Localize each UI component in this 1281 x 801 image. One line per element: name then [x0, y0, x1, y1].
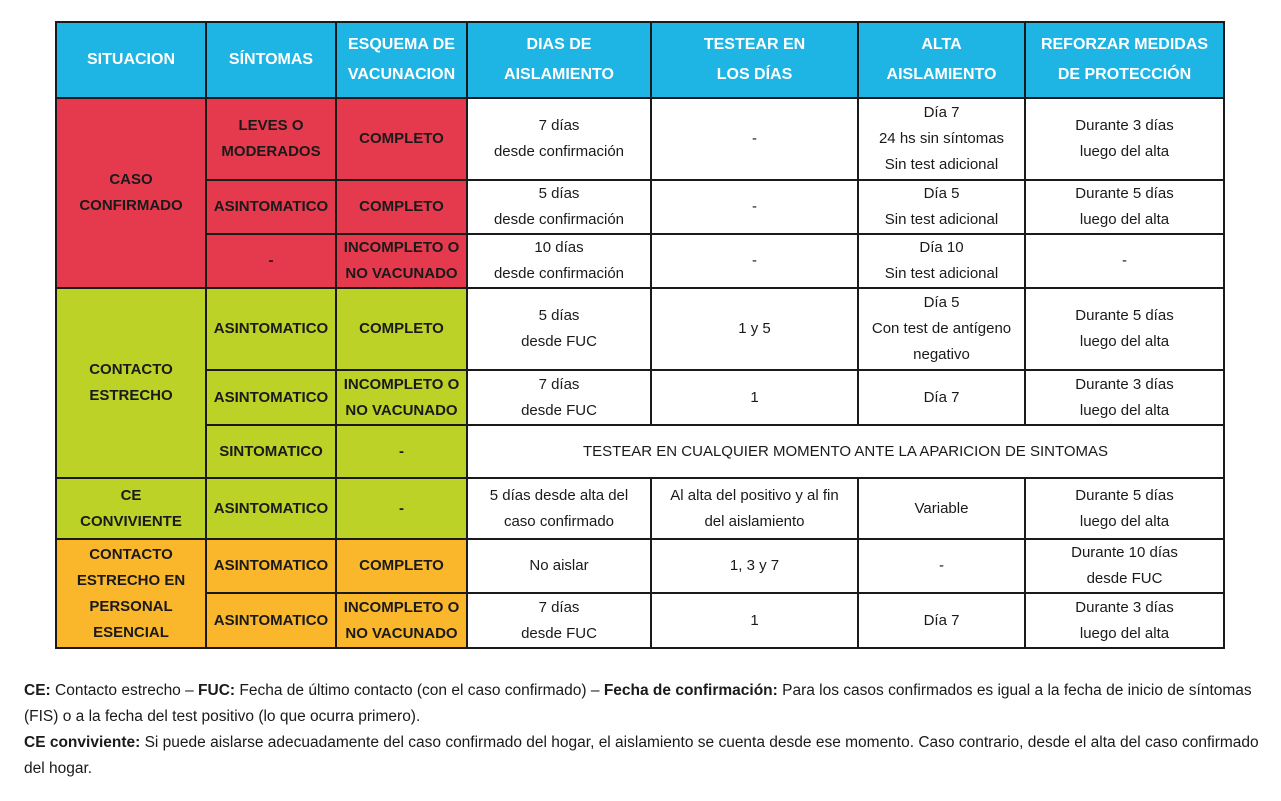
cell-esquema: -	[336, 425, 467, 478]
header-situacion: SITUACION	[56, 22, 206, 98]
cell-testear: -	[651, 98, 858, 180]
group-ce-conviviente: CE CONVIVIENTE	[56, 478, 206, 539]
cell-testear: 1, 3 y 7	[651, 539, 858, 593]
table-row	[56, 478, 1224, 539]
cell-dias: 5 días desde confirmación	[467, 180, 651, 234]
footnote-term: Fecha de confirmación:	[603, 682, 778, 699]
cell-reforzar: -	[1025, 234, 1224, 288]
cell-alta: Día 5 Con test de antígeno negativo	[858, 288, 1025, 370]
cell-sintomas: LEVES O MODERADOS	[206, 98, 336, 180]
table-row	[56, 180, 1224, 234]
header-dias-aislamiento: DIAS DE AISLAMIENTO	[467, 22, 651, 98]
cell-testear: 1	[651, 370, 858, 425]
table-row	[56, 539, 1224, 593]
cell-esquema: INCOMPLETO O NO VACUNADO	[336, 593, 467, 648]
cell-esquema: INCOMPLETO O NO VACUNADO	[336, 370, 467, 425]
cell-reforzar: Durante 3 días luego del alta	[1025, 98, 1224, 180]
cell-testear: -	[651, 180, 858, 234]
footnote-definitions: CE: Contacto estrecho – FUC: Fecha de último contacto (con el caso confirmado) – Fecha de confirmación: Para los casos confirmados es igual a la fecha de inicio de síntomas (FIS) o a la fecha del test positivo (lo que ocurra primero).	[24, 682, 1252, 725]
footnote-term: CE conviviente:	[24, 734, 141, 751]
group-personal-esencial: CONTACTO ESTRECHO EN PERSONAL ESENCIAL	[56, 539, 206, 648]
header-alta: ALTA AISLAMIENTO	[858, 22, 1025, 98]
footnote-term: CE:	[24, 682, 51, 699]
cell-sintomas: -	[206, 234, 336, 288]
header-esquema: ESQUEMA DE VACUNACION	[336, 22, 467, 98]
cell-sintomas: ASINTOMATICO	[206, 593, 336, 648]
footnote-ce-conviviente: CE conviviente: Si puede aislarse adecuadamente del caso confirmado del hogar, el aislamiento se cuenta desde ese momento. Caso contrario, desde el alta del caso confirmado del hogar.	[24, 734, 1259, 777]
table-row	[56, 370, 1224, 425]
cell-esquema: COMPLETO	[336, 98, 467, 180]
cell-dias: 7 días desde FUC	[467, 370, 651, 425]
cell-reforzar: Durante 5 días luego del alta	[1025, 180, 1224, 234]
footnotes	[24, 678, 1259, 782]
cell-sintomas: SINTOMATICO	[206, 425, 336, 478]
cell-alta: Día 7	[858, 593, 1025, 648]
cell-dias: 5 días desde alta del caso confirmado	[467, 478, 651, 539]
cell-dias: 7 días desde FUC	[467, 593, 651, 648]
cell-sintomas: ASINTOMATICO	[206, 180, 336, 234]
footnote-term: FUC:	[198, 682, 236, 699]
cell-esquema: COMPLETO	[336, 539, 467, 593]
cell-reforzar: Durante 3 días luego del alta	[1025, 370, 1224, 425]
header-testear: TESTEAR EN LOS DÍAS	[651, 22, 858, 98]
cell-esquema: COMPLETO	[336, 180, 467, 234]
cell-reforzar: Durante 10 días desde FUC	[1025, 539, 1224, 593]
cell-sintomas: ASINTOMATICO	[206, 370, 336, 425]
cell-esquema: COMPLETO	[336, 288, 467, 370]
cell-alta: Día 7 24 hs sin síntomas Sin test adicional	[858, 98, 1025, 180]
header-row	[56, 22, 1224, 98]
cell-alta: Día 7	[858, 370, 1025, 425]
cell-dias: 10 días desde confirmación	[467, 234, 651, 288]
cell-testear: Al alta del positivo y al fin del aislamiento	[651, 478, 858, 539]
table-row	[56, 425, 1224, 478]
cell-dias: 5 días desde FUC	[467, 288, 651, 370]
cell-sintomas: ASINTOMATICO	[206, 478, 336, 539]
group-caso-confirmado: CASO CONFIRMADO	[56, 98, 206, 288]
cell-dias: 7 días desde confirmación	[467, 98, 651, 180]
cell-alta: -	[858, 539, 1025, 593]
cell-esquema: -	[336, 478, 467, 539]
cell-alta: Día 10 Sin test adicional	[858, 234, 1025, 288]
cell-alta: Variable	[858, 478, 1025, 539]
cell-testear: -	[651, 234, 858, 288]
table-row	[56, 98, 1224, 180]
cell-reforzar: Durante 5 días luego del alta	[1025, 478, 1224, 539]
cell-testear: 1 y 5	[651, 288, 858, 370]
cell-sintomas: ASINTOMATICO	[206, 288, 336, 370]
cell-merged-testear-sintomas: TESTEAR EN CUALQUIER MOMENTO ANTE LA APARICION DE SINTOMAS	[467, 425, 1224, 478]
cell-sintomas: ASINTOMATICO	[206, 539, 336, 593]
cell-dias: No aislar	[467, 539, 651, 593]
cell-reforzar: Durante 3 días luego del alta	[1025, 593, 1224, 648]
header-sintomas: SÍNTOMAS	[206, 22, 336, 98]
table-row	[56, 234, 1224, 288]
cell-reforzar: Durante 5 días luego del alta	[1025, 288, 1224, 370]
table-row	[56, 288, 1224, 370]
cell-testear: 1	[651, 593, 858, 648]
table-row	[56, 593, 1224, 648]
group-contacto-estrecho: CONTACTO ESTRECHO	[56, 288, 206, 478]
isolation-protocol-table	[55, 21, 1225, 649]
header-reforzar: REFORZAR MEDIDAS DE PROTECCIÓN	[1025, 22, 1224, 98]
cell-alta: Día 5 Sin test adicional	[858, 180, 1025, 234]
cell-esquema: INCOMPLETO O NO VACUNADO	[336, 234, 467, 288]
